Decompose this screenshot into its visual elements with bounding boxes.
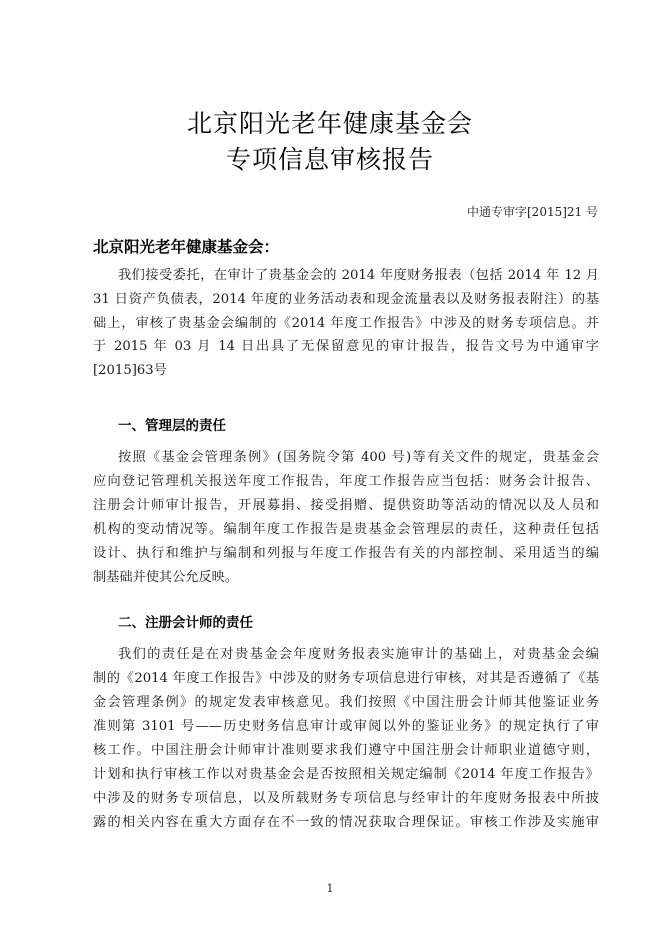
section2-line-5: 核工作。中国注册会计师审计准则要求我们遵守中国注册会计师职业道德守则，	[93, 743, 599, 758]
document-number: 中通专审字[2015]21 号	[467, 205, 598, 219]
section2-line-7: 中涉及的财务专项信息，以及所载财务专项信息与经审计的年度财务报表中所披	[93, 791, 599, 806]
section1-line-3: 注册会计师审计报告，开展募捐、接受捐赠、提供资助等活动的情况以及人员和	[93, 498, 599, 513]
section2-line-3: 金会管理条例》的规定发表审核意见。我们按照《中国注册会计师其他鉴证业务	[93, 695, 599, 710]
section1-line-2: 应向登记管理机关报送年度工作报告，年度工作报告应当包括：财务会计报告、	[93, 474, 599, 489]
section1-line-6: 制基础并使其公允反映。	[93, 570, 239, 585]
intro-line-5: [2015]63号	[93, 363, 167, 378]
intro-line-3: 础上，审核了贵基金会编制的《2014 年度工作报告》中涉及的财务专项信息。并	[93, 316, 599, 331]
section1-heading: 一、管理层的责任	[118, 418, 226, 434]
section2-line-8: 露的相关内容在重大方面存在不一致的情况获取合理保证。审核工作涉及实施审	[93, 815, 599, 830]
page-number: 1	[326, 882, 334, 895]
section1-line-4: 机构的变动情况等。编制年度工作报告是贵基金会管理层的责任，这种责任包括	[93, 522, 599, 537]
section1-line-5: 设计、执行和维护与编制和列报与年度工作报告有关的内部控制、采用适当的编	[93, 546, 599, 561]
intro-line-2: 31 日资产负债表，2014 年度的业务活动表和现金流量表以及财务报表附注）的基	[93, 292, 599, 307]
section2-line-2: 制的《2014 年度工作报告》中涉及的财务专项信息进行审核，对其是否遵循了《基	[93, 671, 599, 686]
report-title-line2: 专项信息审核报告	[225, 145, 434, 174]
section2-heading: 二、注册会计师的责任	[118, 615, 253, 631]
report-title-line1: 北京阳光老年健康基金会	[186, 109, 473, 138]
section2-line-4: 准则第 3101 号——历史财务信息审计或审阅以外的鉴证业务》的规定执行了审	[93, 719, 599, 734]
section2-line-6: 计划和执行审核工作以对贵基金会是否按照相关规定编制《2014 年度工作报告》	[93, 767, 599, 782]
intro-line-4: 于 2015 年 03 月 14 日出具了无保留意见的审计报告，报告文号为中通审字	[93, 339, 599, 354]
section2-line-1: 我们的责任是在对贵基金会年度财务报表实施审计的基础上，对贵基金会编	[118, 647, 599, 662]
salutation: 北京阳光老年健康基金会：	[93, 238, 280, 256]
intro-line-1: 我们接受委托，在审计了贵基金会的 2014 年度财务报表（包括 2014 年 12 月	[118, 268, 599, 283]
section1-line-1: 按照《基金会管理条例》(国务院令第 400 号)等有关文件的规定，贵基金会	[118, 450, 599, 465]
